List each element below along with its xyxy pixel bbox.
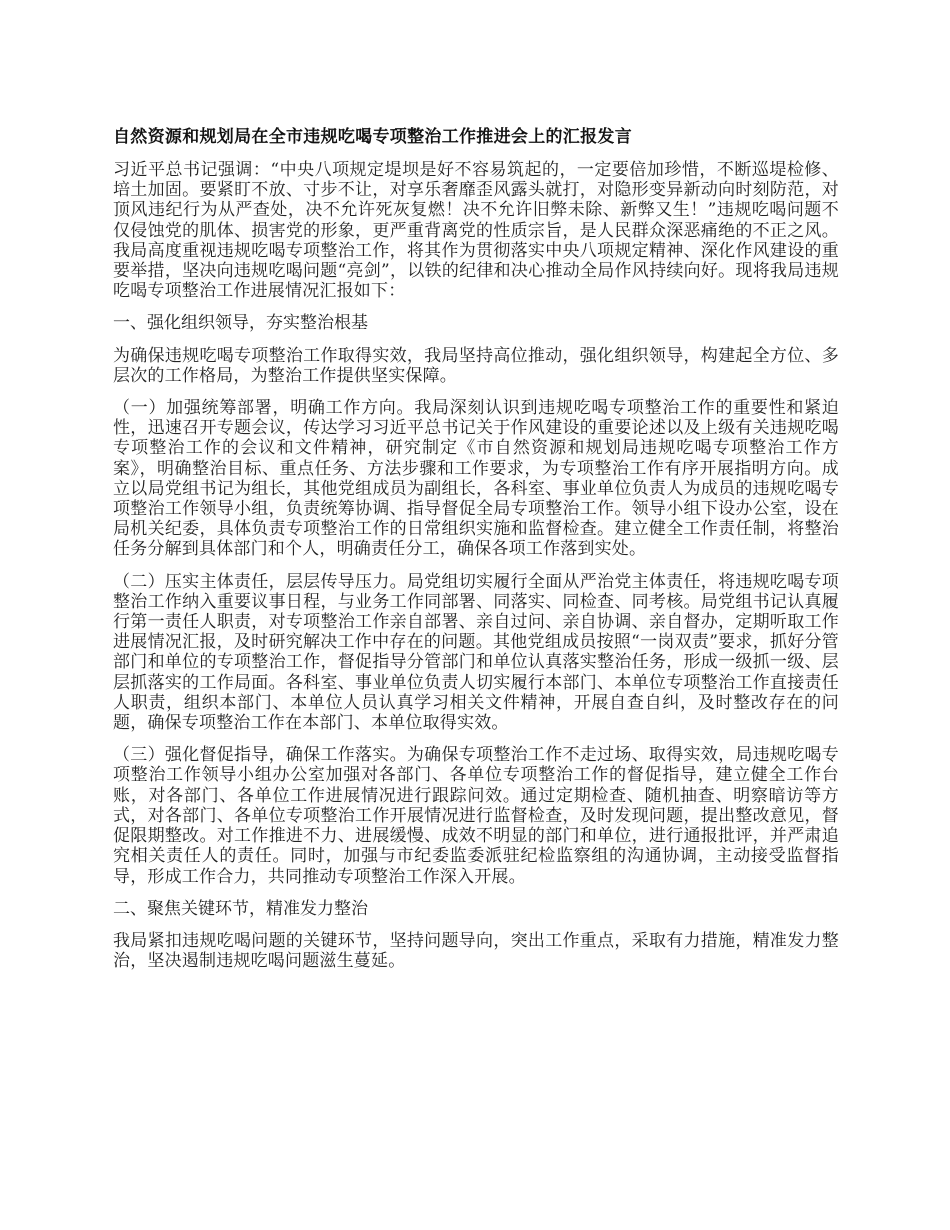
section-2-intro-paragraph: 我局紧扣违规吃喝问题的关键环节，坚持问题导向，突出工作重点，采取有力措施，精准发力整治，坚决遏制违规吃喝问题滋生蔓延。 — [113, 930, 839, 972]
intro-paragraph: 习近平总书记强调：“中央八项规定堤坝是好不容易筑起的，一定要倍加珍惜，不断巡堤检修、培土加固。要紧盯不放、寸步不让，对享乐奢靡歪风露头就打，对隐形变异新动向时刻防范，对顶风违纪行为从严查处，决不允许死灰复燃！决不允许旧弊未除、新弊又生！”违规吃喝问题不仅侵蚀党的肌体、损害党的形象，更严重背离党的性质宗旨，是人民群众深恶痛绝的不正之风。我局高度重视违规吃喝专项整治工作，将其作为贯彻落实中央八项规定精神、深化作风建设的重要举措，坚决向违规吃喝问题“亮剑”，以铁的纪律和决心推动全局作风持续向好。现将我局违规吃喝专项整治工作进展情况汇报如下： — [113, 160, 839, 302]
document-title: 自然资源和规划局在全市违规吃喝专项整治工作推进会上的汇报发言 — [113, 127, 632, 147]
subsection-1-3-paragraph: （三）强化督促指导，确保工作落实。为确保专项整治工作不走过场、取得实效，局违规吃喝专项整治工作领导小组办公室加强对各部门、各单位专项整治工作的督促指导，建立健全工作台账，对各部门、各单位工作进展情况进行跟踪问效。通过定期检查、随机抽查、明察暗访等方式，对各部门、各单位专项整治工作开展情况进行监督检查，及时发现问题，提出整改意见，督促限期整改。对工作推进不力、进展缓慢、成效不明显的部门和单位，进行通报批评，并严肃追究相关责任人的责任。同时，加强与市纪委监委派驻纪检监察组的沟通协调，主动接受监督指导，形成工作合力，共同推动专项整治工作深入开展。 — [113, 745, 839, 887]
section-heading-1: 一、强化组织领导，夯实整治根基 — [113, 313, 368, 334]
section-1-intro-paragraph: 为确保违规吃喝专项整治工作取得实效，我局坚持高位推动，强化组织领导，构建起全方位、多层次的工作格局，为整治工作提供坚实保障。 — [113, 345, 839, 386]
subsection-1-1-paragraph: （一）加强统筹部署，明确工作方向。我局深刻认识到违规吃喝专项整治工作的重要性和紧迫性，迅速召开专题会议，传达学习习近平总书记关于作风建设的重要论述以及上级有关违规吃喝专项整治工作的会议和文件精神，研究制定《市自然资源和规划局违规吃喝专项整治工作方案》，明确整治目标、重点任务、方法步骤和工作要求，为专项整治工作有序开展指明方向。成立以局党组书记为组长，其他党组成员为副组长，各科室、事业单位负责人为成员的违规吃喝专项整治工作领导小组，负责统筹协调、指导督促全局专项整治工作。领导小组下设办公室，设在局机关纪委，具体负责专项整治工作的日常组织实施和监督检查。建立健全工作责任制，将整治任务分解到具体部门和个人，明确责任分工，确保各项工作落到实处。 — [113, 398, 839, 560]
section-heading-2: 二、聚焦关键环节，精准发力整治 — [113, 898, 368, 919]
document-page — [113, 126, 839, 983]
subsection-1-2-paragraph: （二）压实主体责任，层层传导压力。局党组切实履行全面从严治党主体责任，将违规吃喝专项整治工作纳入重要议事日程，与业务工作同部署、同落实、同检查、同考核。局党组书记认真履行第一责任人职责，对专项整治工作亲自部署、亲自过问、亲自协调、亲自督办，定期听取工作进展情况汇报，及时研究解决工作中存在的问题。其他党组成员按照“一岗双责”要求，抓好分管部门和单位的专项整治工作，督促指导分管部门和单位认真落实整治任务，形成一级抓一级、层层抓落实的工作局面。各科室、事业单位负责人切实履行本部门、本单位专项整治工作直接责任人职责，组织本部门、本单位人员认真学习相关文件精神，开展自查自纠，及时整改存在的问题，确保专项整治工作在本部门、本单位取得实效。 — [113, 571, 839, 734]
